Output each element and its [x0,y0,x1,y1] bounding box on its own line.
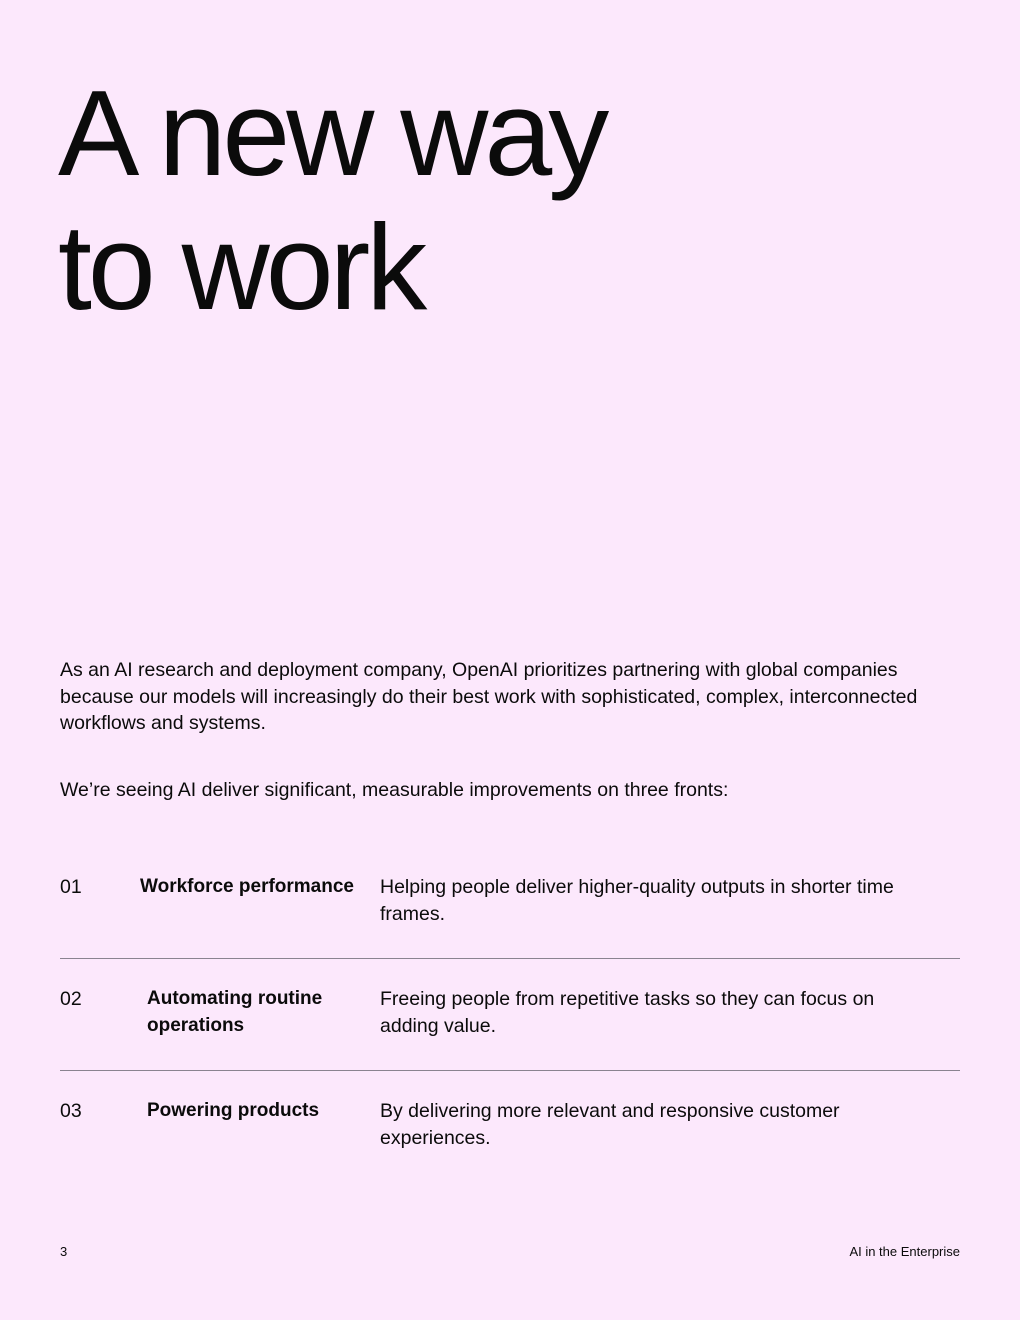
lead-paragraph: We’re seeing AI deliver significant, measurable improvements on three fronts: [60,779,729,801]
front-item [60,959,960,1071]
front-item [60,874,960,959]
intro-paragraph: As an AI research and deployment company, OpenAI prioritizes partnering with global companies because our models will increasingly do their best work with sophisticated, complex, interconnected workflows and systems. [60,659,918,734]
front-label: Automating routine operations [147,988,323,1036]
front-description: Helping people deliver higher-quality outputs in shorter time frames. [380,876,894,925]
front-item [60,1071,960,1183]
page-title-line-1: A new way [58,65,606,201]
front-label: Workforce performance [140,876,354,897]
front-description: Freeing people from repetitive tasks so they can focus on adding value. [380,988,875,1037]
footer-document-title: AI in the Enterprise [849,1244,960,1259]
page-title [58,66,605,334]
front-description: By delivering more relevant and responsive customer experiences. [380,1100,840,1149]
front-number: 02 [60,988,82,1010]
front-label: Powering products [147,1100,320,1121]
front-number: 01 [60,876,82,898]
page-number: 3 [60,1244,68,1259]
front-number: 03 [60,1100,82,1122]
page-title-line-2: to work [58,199,424,335]
fronts-list [60,874,960,1183]
